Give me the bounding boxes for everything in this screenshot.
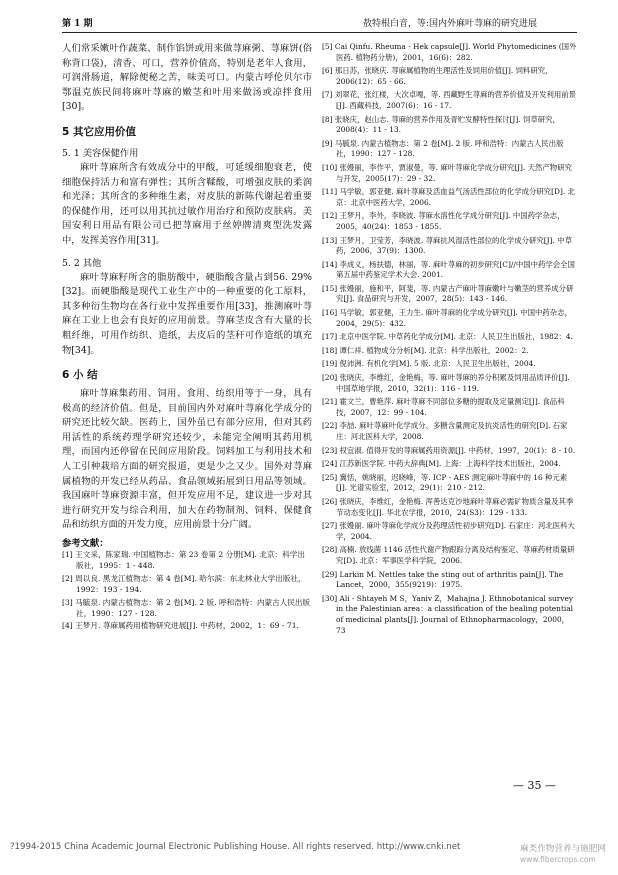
running-title: 敖特根白音，等:国内外麻叶荨麻的研究进展 <box>362 19 537 29</box>
reference-item: [6] 那日苏，张晓庆. 荨麻属植物的生理活性及饲用价值[J]. 饲料研究，2006(12)：65 - 66. <box>322 66 553 86</box>
reference-item: [20] 张晓庆，李维红，金艳梅，等. 麻叶荨麻的养分积累及饲用品质评价[J]. 中国草地学报，2010，32(1)：116 - 119. <box>322 373 570 393</box>
reference-item: [18] 谭仁祥. 植物成分分析[M]. 北京：科学出版社，2002：2. <box>322 345 529 355</box>
intro-paragraph: 人们常采嫩叶作蔬菜、制作馅饼或用来做荨麻粥、荨麻饼(俗称背口袋)，清香、可口，营养价值高，特别是老年人食用，可润滑肠道，解除便秘之苦，味美可口。内蒙古呼伦贝尔市鄂温克族民间将麻叶荨麻的嫩茎和叶用来做汤或凉拌食用[30]。 <box>62 43 312 113</box>
reference-item: [14] 李成义，杨扶德，林丽，等. 麻叶荨麻的初步研究[C]//中国中药学会全国第五届中药鉴定学术大会. 2001. <box>322 259 575 280</box>
reference-item: [27] 张嫚丽. 麻叶荨麻化学成分及药理活性初步研究[D]. 石家庄：河北医科大学，2004. <box>322 521 575 541</box>
reference-item: [16] 马学敏，郭亚健，王力生. 麻叶荨麻的化学成分研究[J]. 中国中药杂志，2004，29(5)：432. <box>322 308 572 328</box>
reference-item: [10] 张嫚丽，李作平，贾淑曼，等. 麻叶荨麻化学成分研究[J]. 天然产物研究与开发，2005(17)：29 - 32. <box>322 162 572 183</box>
reference-item: [28] 高楠. 放线菌 1146 活性代谢产物跟踪分离及结构鉴定、荨麻药材质量研究[D]. 北京：军事医学科学院，2006. <box>322 545 575 565</box>
reference-item: [22] 李喆. 麻叶荨麻叶化学成分、多糖含量测定及抗炎活性的研究[D]. 石家庄：河北医科大学，2008. <box>322 421 568 441</box>
reference-item: [23] 权宜淑. 值得开发的荨麻属药用资源[J]. 中药材，1997，20(1)：8 - 10. <box>322 445 576 455</box>
reference-item: [21] 霍文兰，曹艳萍. 麻叶荨麻不同部位多糖的提取及定量测定[J]. 食品科技，2007，12：99 - 104. <box>322 397 565 417</box>
reference-item: [13] 王梦月，卫莹芳，李晓波. 荨麻抗风湿活性部位的化学成分研究[J]. 中草药，2006，37(9)：1300. <box>322 235 572 256</box>
section-6-heading: 6 小 结 <box>62 369 98 382</box>
reference-item: [4] 王梦月. 荨麻属药用植物研究进展[J]. 中药材，2002，1：69 - 71. <box>62 621 299 631</box>
paragraph-5-1: 麻叶荨麻所含有效成分中的甲酸，可延缓细胞衰老，使细胞保持活力和富有弹性；其所含鞣酸，可增强皮肤的柔润和光泽；其所含的多种维生素，对皮肤的新陈代谢起着重要的保健作用，还可以用其抗过敏作用治疗和预防皮肤病。美国安利日用品有限公司已把荨麻用于丝婷牌清爽型洗发露中，发挥美容作用[31]。 <box>62 161 312 246</box>
reference-item: [11] 马学敏，郭亚健. 麻叶荨麻及活血益气汤活性部位的化学成分研究[D]. 北京：北京中医药大学，2006. <box>322 187 575 207</box>
subsection-5-2-heading: 5. 2 其他 <box>62 257 102 269</box>
right-column <box>322 42 578 772</box>
reference-item: [5] Cai Qinfu. Rheuma - Hek capsule[J]. World Phytomedicines (国外医药. 植物药分册)，2001，16(6)：282. <box>322 42 577 62</box>
page-number: — 35 — <box>513 779 556 792</box>
reference-item: [17] 北京中医学院. 中草药化学成分[M]. 北京：人民卫生出版社，1982：4. <box>322 332 573 342</box>
subsection-5-1-heading: 5. 1 美容保健作用 <box>62 147 139 159</box>
right-reference-list <box>322 42 578 636</box>
reference-item: [9] 马毓泉. 内蒙古植物志：第 2 卷[M]. 2 版. 呼和浩特：内蒙古人民出版社，1990：127 - 128. <box>322 138 564 159</box>
left-column <box>62 42 312 772</box>
section-5-heading: 5 其它应用价值 <box>62 125 136 138</box>
reference-item: [30] Ali - Shtayeh M S，Yaniv Z，Mahajna J. Ethnobotanical survey in the Palestinian area：a classification of the healing potential of medicinal plants[J]. Journal of Ethnopharmacology，2000，73 <box>322 593 574 635</box>
watermark-text: 麻类作物营养与施肥网 <box>520 844 606 854</box>
reference-item: [12] 王梦月，李外，李晓波. 荨麻水溶性化学成分研究[J]. 中国药学杂志，2005，40(24)：1853 - 1855. <box>322 211 565 231</box>
running-header <box>62 14 577 33</box>
reference-item: [8] 张晓庆，赵山志. 荨麻的营养作用及青贮发酵特性探讨[J]. 饲草研究，2008(4)：11 - 13. <box>322 114 560 135</box>
watermark-url: www.fibercrops.com <box>520 855 596 864</box>
reference-item: [3] 马毓泉. 内蒙古植物志：第 2 卷[M]. 2 版. 呼和浩特：内蒙古人民出版社，1990：127 - 128. <box>62 597 311 618</box>
reference-item: [2] 周以良. 黑龙江植物志：第 4 卷[M]. 哈尔滨：东北林业大学出版社，1992：193 - 194. <box>62 573 306 594</box>
reference-item: [24] 江苏新医学院. 中药大辞典[M]. 上海：上海科学技术出版社，2004. <box>322 459 561 469</box>
reference-item: [25] 冀恬，姚晓丽，迟晓峰，等. ICP - AES 测定麻叶荨麻中的 16 种元素[J]. 光谱实验室，2012，29(1)：210 - 212. <box>322 472 568 493</box>
reference-item: [19] 倪沛洲. 有机化学[M]. 5 版. 北京：人民卫生出版社，2004. <box>322 359 536 369</box>
reference-item: [29] Larkin M. Nettles take the sting out of arthritis pain[J]. The Lancet，2000，355(9219)：1975. <box>322 569 564 590</box>
reference-item: [1] 王文采，陈家瑞. 中国植物志：第 23 卷第 2 分册[M]. 北京：科学出版社，1995：1 - 448. <box>62 550 305 570</box>
paragraph-5-2: 麻叶荨麻籽所含的脂肪酸中，硬脂酸含量占到56. 29%[32]。而硬脂酸是现代工业生产中的一种重要的化工原料，其多种衍生物均在各行业中发挥重要作用[33]，推测麻叶荨麻在工业上也会有良好的应用前景。荨麻茎皮含有大量的长粗纤维，可用作纺织、造纸，去皮后的茎秆可作造纸的填充物[34]。 <box>62 271 312 356</box>
issue-number: 第 1 期 <box>62 19 93 29</box>
paragraph-6: 麻叶荨麻集药用、饲用、食用、纺织用等于一身，具有极高的经济价值。但是，目前国内外对麻叶荨麻化学成分的研究还比较欠缺。医药上，国外虽已有部分应用，但对其药用活性的系统药理学研究还较少，未能完全阐明其药用机理，而国内还停留在民间应用阶段。饲料加工与利用技术和人工引种栽培方面的研究报道，更是少之又少。国外对荨麻属植物的开发已经从药品、食品领域拓展到日用品等领域。我国麻叶荨麻资源丰富，但开发应用不足，建议进一步对其进行研究开发与综合利用，加大在药物制剂、饲料、保健食品和纺织方面的开发力度，应用前景十分广阔。 <box>62 388 312 531</box>
references-heading: 参考文献： <box>62 538 109 550</box>
left-reference-list <box>62 550 312 632</box>
reference-item: [15] 张嫚丽，施和平，阿斐，等. 内蒙古产麻叶荨麻嫩叶与嫩茎的营养成分研究[J]. 食品研究与开发，2007，28(5)：143 - 146. <box>322 283 574 304</box>
footer <box>0 838 618 864</box>
reference-item: [7] 刘翠花，张红楼，大次卓嘎，等. 西藏野生荨麻的营养价值及开发利用前景[J]. 西藏科技，2007(6)：16 - 17. <box>322 90 577 110</box>
copyright-notice: ?1994-2015 China Academic Journal Electronic Publishing House. All rights reserved. http://www.cnki.net <box>10 842 461 852</box>
reference-item: [26] 张晓庆，李维红，金艳梅. 浑善达克沙地麻叶荨麻必需矿物质含量及其季节动态变化[J]. 华北农学报，2010，24(S3)：129 - 133. <box>322 496 574 517</box>
